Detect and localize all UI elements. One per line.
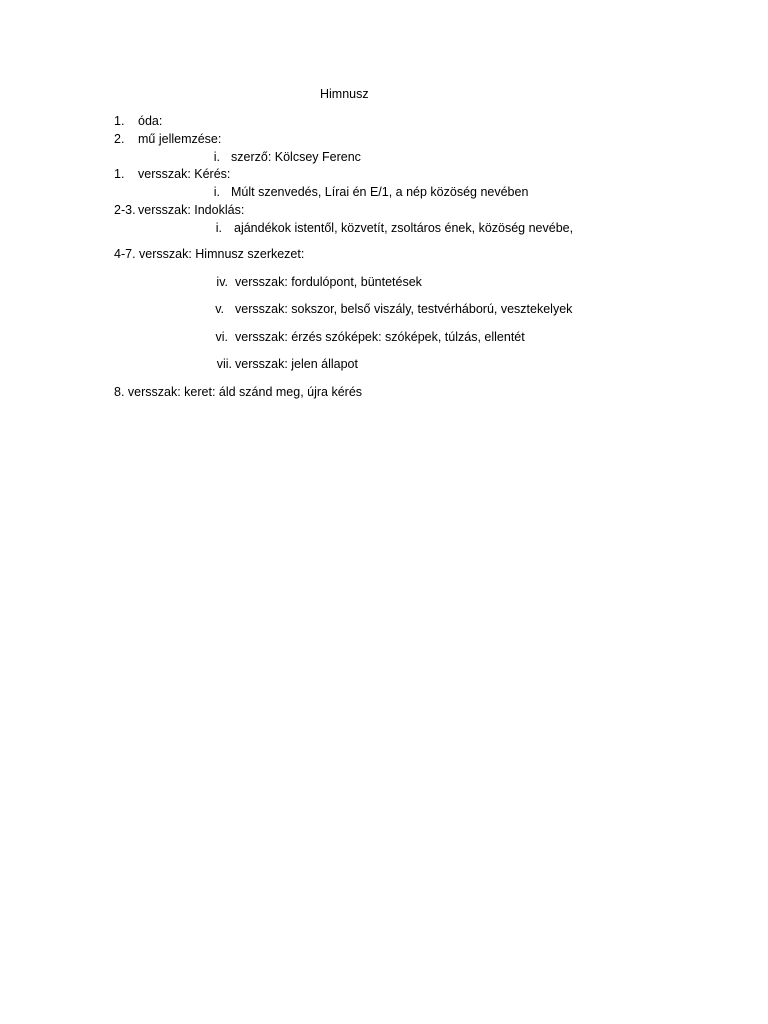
list-item-text: óda: — [138, 114, 163, 128]
list-item-text: mű jellemzése: — [138, 132, 222, 146]
list-marker: i. — [215, 221, 222, 235]
list-marker: 1. — [114, 167, 125, 181]
list-item-text: versszak: Indoklás: — [138, 203, 245, 217]
list-marker: i. — [213, 150, 220, 164]
list-marker: 2. — [114, 132, 125, 146]
list-item-text: szerző: Kölcsey Ferenc — [231, 150, 361, 164]
list-item-text: versszak: jelen állapot — [235, 357, 358, 371]
list-marker: vii. — [216, 357, 232, 371]
list-marker: 2-3. — [114, 203, 136, 217]
list-item-text: versszak: sokszor, belső viszály, testvérháború, vesztekelyek — [235, 302, 573, 316]
document-title: Himnusz — [320, 87, 369, 101]
list-marker: iv. — [216, 275, 228, 289]
list-marker: i. — [213, 185, 220, 199]
list-item-text: Múlt szenvedés, Lírai én E/1, a nép közöség nevében — [231, 185, 529, 199]
list-item-text: ajándékok istentől, közvetít, zsoltáros ének, közöség nevébe, — [234, 221, 574, 235]
list-item-text: 8. versszak: keret: áld szánd meg, újra kérés — [114, 385, 363, 399]
list-marker: 1. — [114, 114, 125, 128]
list-item-text: versszak: érzés szóképek: szóképek, túlzás, ellentét — [235, 330, 525, 344]
list-item-text: versszak: Kérés: — [138, 167, 231, 181]
list-item-text: versszak: fordulópont, büntetések — [235, 275, 422, 289]
list-marker: v. — [215, 302, 224, 316]
list-marker: vi. — [215, 330, 228, 344]
list-item-text: 4-7. versszak: Himnusz szerkezet: — [114, 247, 305, 261]
